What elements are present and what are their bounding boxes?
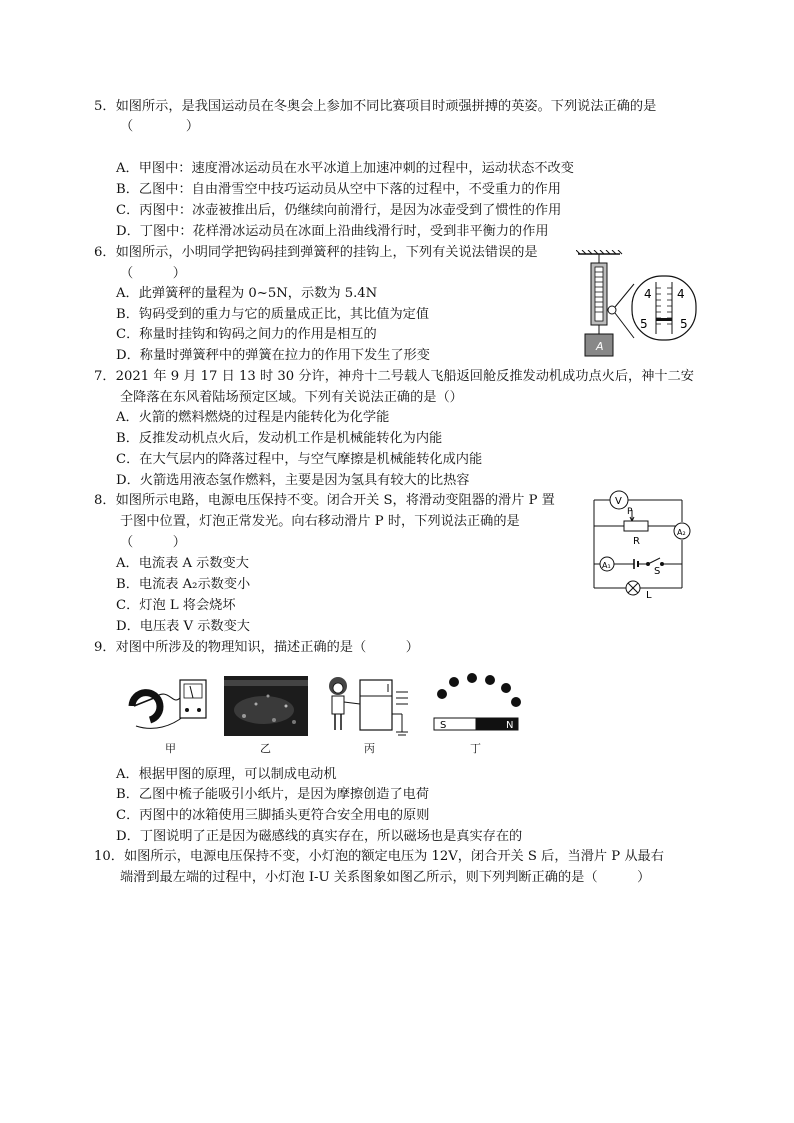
q9-option-d: D．丁图说明了正是因为磁感线的真实存在，所以磁场也是真实存在的 [116,829,523,844]
q8-option-c: C．灯泡 L 将会烧坏 [116,598,236,613]
ammeter-a2-label: A₂ [677,528,686,537]
q6-option-c: C．称量时挂钩和钩码之间力的作用是相互的 [116,327,377,342]
magnet-s-label: S [440,720,447,731]
caption-jia: 甲 [165,742,176,755]
tick-5-right: 5 [680,317,688,331]
q7-option-c: C．在大气层内的降落过程中，与空气摩擦是机械能转化成内能 [116,452,483,467]
q6-option-a: A．此弹簧秤的量程为 0~5N，示数为 5.4N [116,286,378,301]
q5-option-a: A．甲图中：速度滑冰运动员在水平冰道上加速冲刺的过程中，运动状态不改变 [116,161,574,176]
resistor-label: R [633,536,640,547]
q9-stem: 9．对图中所涉及的物理知识，描述正确的是（ ） [94,640,419,655]
q9-option-b: B．乙图中梳子能吸引小纸片，是因为摩擦创造了电荷 [116,787,430,802]
switch-label: S [654,566,661,577]
q8-stem: 8．如图所示电路，电源电压保持不变。闭合开关 S，将滑动变阻器的滑片 P 置 [94,493,555,508]
q5-option-b: B．乙图中：自由滑雪空中技巧运动员从空中下落的过程中，不受重力的作用 [116,182,561,197]
slider-label: P [627,507,633,517]
q8-option-a: A．电流表 A 示数变大 [116,556,249,571]
tick-5-left: 5 [640,317,648,331]
q8-stem-cont: 于图中位置，灯泡正常发光。向右移动滑片 P 时，下列说法正确的是 [120,514,520,529]
q8-option-d: D．电压表 V 示数变大 [116,619,250,634]
magnet-n-label: N [506,720,514,731]
q6-option-b: B．钩码受到的重力与它的质量成正比，其比值为定值 [116,307,430,322]
q9-option-a: A．根据甲图的原理，可以制成电动机 [116,767,337,782]
caption-ding: 丁 [470,742,481,755]
q8-option-b: B．电流表 A₂示数变小 [116,577,251,592]
q6-answer-paren: （ ） [120,266,186,281]
figure-yi-comb-photo [224,676,308,736]
figure-bing-fridge [324,674,414,738]
tick-4-left: 4 [644,287,652,301]
q8-answer-paren: （ ） [120,535,186,550]
q7-stem: 7．2021 年 9 月 17 日 13 时 30 分许，神舟十二号载人飞船返回舱反推发动机成功点火后，神十二安 [94,369,694,384]
q7-option-b: B．反推发动机点火后，发动机工作是机械能转化为内能 [116,431,443,446]
figure-jia-generator [124,676,210,736]
q5-option-c: C．丙图中：冰壶被推出后，仍继续向前滑行，是因为冰壶受到了惯性的作用 [116,203,562,218]
lamp-label: L [646,590,652,600]
q7-stem-cont: 全降落在东风着陆场预定区域。下列有关说法正确的是（） [120,390,463,405]
tick-4-right: 4 [677,287,685,301]
spring-scale-figure [576,250,700,358]
caption-yi: 乙 [260,742,271,755]
q7-option-d: D．火箭选用液态氢作燃料，主要是因为氢具有较大的比热容 [116,473,470,488]
q6-stem: 6．如图所示，小明同学把钩码挂到弹簧秤的挂钩上，下列有关说法错误的是 [94,245,538,260]
ammeter-a1-label: A₁ [602,561,611,570]
figure-ding-magnet [428,672,526,736]
q7-option-a: A．火箭的燃料燃烧的过程是内能转化为化学能 [116,410,390,425]
circuit-diagram [588,488,692,600]
q5-option-d: D．丁图中：花样滑冰运动员在冰面上沿曲线滑行时，受到非平衡力的作用 [116,224,549,239]
q10-stem: 10．如图所示，电源电压保持不变，小灯泡的额定电压为 12V，闭合开关 S 后，当滑片 P 从最右 [94,849,664,864]
q5-stem: 5．如图所示，是我国运动员在冬奥会上参加不同比赛项目时顽强拼搏的英姿。下列说法正确的是 [94,99,657,114]
caption-bing: 丙 [364,742,375,755]
q10-stem-cont: 端滑到最左端的过程中，小灯泡 I-U 关系图象如图乙所示，则下列判断正确的是（ ） [120,870,651,885]
voltmeter-label: V [615,496,622,507]
weight-label: A [596,340,604,353]
q6-option-d: D．称量时弹簧秤中的弹簧在拉力的作用下发生了形变 [116,348,430,363]
q5-answer-paren: （ ） [120,119,200,134]
q9-option-c: C．丙图中的冰箱使用三脚插头更符合安全用电的原则 [116,808,430,823]
